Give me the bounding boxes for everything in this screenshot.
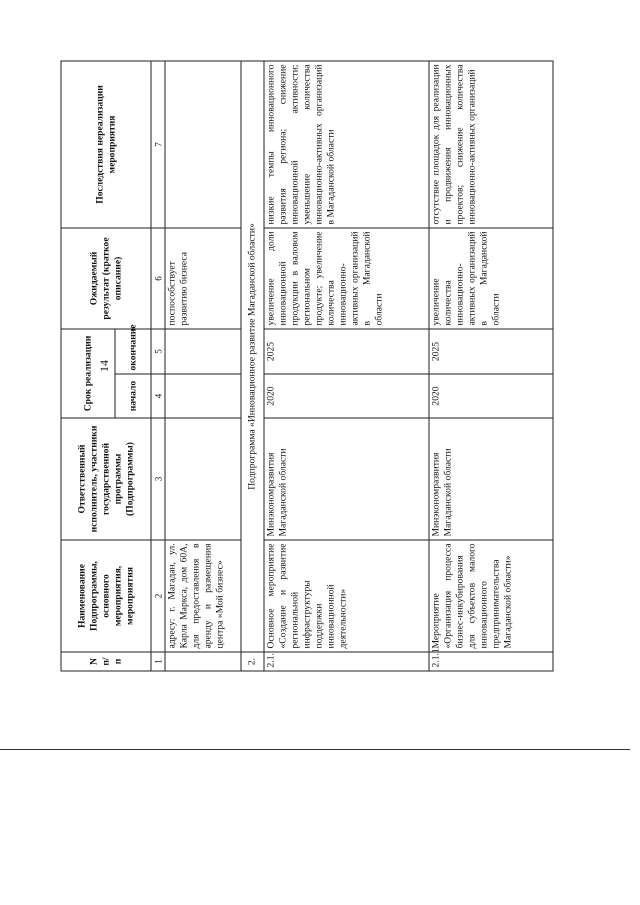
column-number: 5 xyxy=(151,329,165,374)
row-executor xyxy=(165,418,241,540)
row-executor: Минэкономразвития Магаданской области xyxy=(264,418,429,540)
row-num: 2.1. xyxy=(264,652,429,671)
header-executor: Ответственный исполнитель, участники государственной программы (Подпрограммы) xyxy=(61,418,151,540)
row-name: Мероприятие «Организация процесса бизнес-инкубирования для субъектов малого инновационного предпринимательства Магаданской области» xyxy=(429,540,553,652)
column-numbers-row xyxy=(151,61,165,671)
row-start xyxy=(165,374,241,418)
row-executor: Минэкономразвития Магаданской области xyxy=(429,418,553,540)
row-start: 2020 xyxy=(264,374,429,418)
header-consequences: Последствия нереализации мероприятия xyxy=(61,61,151,228)
section-title: Подпрограмма «Инновационное развитие Магаданской области» xyxy=(241,61,264,652)
row-result: поспособствует развитию бизнеса xyxy=(165,228,241,329)
header-period: Срок реализации xyxy=(61,329,115,418)
table-row xyxy=(264,61,429,671)
header-result: Ожидаемый результат (краткое описание) xyxy=(61,228,151,329)
header-num: N п/п xyxy=(61,652,151,671)
row-name: адресу: г. Магадан, ул. Карла Маркса, дом 60А, для предоставления в аренду и размещения центра «Мой бизнес» xyxy=(165,540,241,652)
section-row xyxy=(241,61,264,671)
column-number: 2 xyxy=(151,540,165,652)
row-start: 2020 xyxy=(429,374,553,418)
column-number: 1 xyxy=(151,652,165,671)
row-consequences: отсутствие площадок для реализации и продвижения инновационных проектов; снижение количества инновационно-активных организаций xyxy=(429,61,553,228)
row-consequences: низкие темпы инновационного развития региона; снижение инновационной активности; уменьшение количества инновационно-активных организаций в Магаданской области xyxy=(264,61,429,228)
program-table xyxy=(61,60,554,671)
row-num: 2. xyxy=(241,652,264,671)
row-result: увеличение количества инновационно-активных организаций в Магаданской области xyxy=(429,228,553,329)
row-name: Основное мероприятие «Создание и развитие региональной инфраструктуры поддержки инновационной деятельности» xyxy=(264,540,429,652)
row-consequences xyxy=(165,61,241,228)
column-number: 4 xyxy=(151,374,165,418)
column-number: 3 xyxy=(151,418,165,540)
bottom-rule xyxy=(0,749,630,750)
column-number: 6 xyxy=(151,228,165,329)
header-start: начало xyxy=(115,374,151,418)
row-num: 2.1.1. xyxy=(429,652,553,671)
row-result: увеличение доли инновационной продукции в валовом региональном продукте; увеличение количества инновационно-активных организаций в Магаданской области xyxy=(264,228,429,329)
row-num xyxy=(165,652,241,671)
rotated-table-wrapper xyxy=(61,62,534,672)
header-name: Наименование Подпрограммы, основного мероприятия, мероприятия xyxy=(61,540,151,652)
column-number: 7 xyxy=(151,61,165,228)
row-end: 2025 xyxy=(429,329,553,374)
table-row xyxy=(429,61,553,671)
row-end: 2025 xyxy=(264,329,429,374)
row-end xyxy=(165,329,241,374)
header-end: окончание xyxy=(115,329,151,374)
table-row xyxy=(165,61,241,671)
page-number: 14 xyxy=(97,360,111,372)
